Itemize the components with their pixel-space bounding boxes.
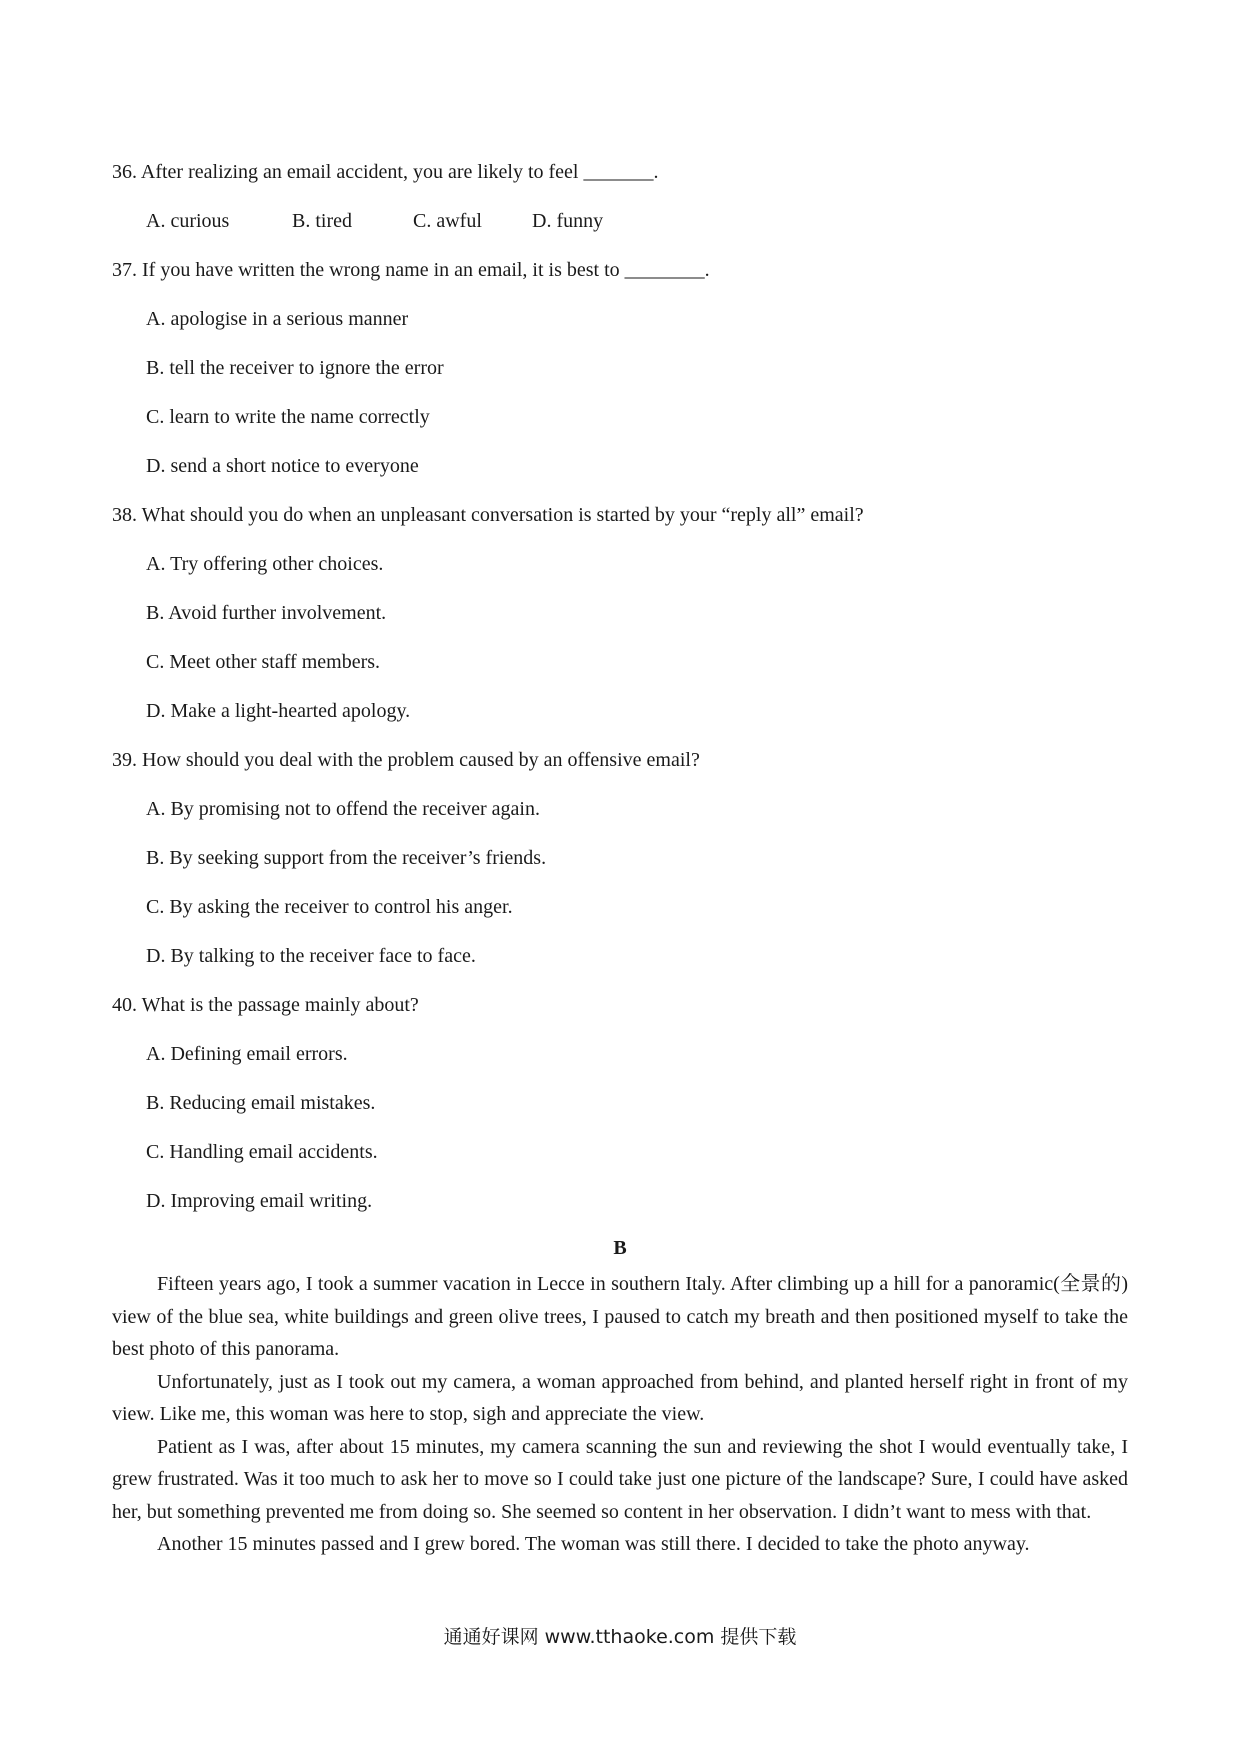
question-38-option-d: D. Make a light-hearted apology.	[146, 700, 411, 722]
reading-passage-b	[112, 1268, 1128, 1561]
question-39-option-b: B. By seeking support from the receiver’s friends.	[146, 847, 547, 869]
question-36-stem: 36. After realizing an email accident, you are likely to feel _______.	[112, 161, 659, 183]
question-37-option-d: D. send a short notice to everyone	[146, 455, 419, 477]
question-39-option-d: D. By talking to the receiver face to face.	[146, 945, 476, 967]
question-40-option-c: C. Handling email accidents.	[146, 1141, 378, 1163]
question-40-option-b: B. Reducing email mistakes.	[146, 1092, 376, 1114]
question-36-options	[146, 207, 1132, 235]
question-37-option-b: B. tell the receiver to ignore the error	[146, 357, 444, 379]
question-40-stem: 40. What is the passage mainly about?	[112, 994, 419, 1016]
question-37-stem: 37. If you have written the wrong name in an email, it is best to ________.	[112, 259, 710, 281]
page-footer: 通通好课网 www.tthaoke.com 提供下载	[443, 1626, 797, 1648]
question-36-option-b: B. tired	[292, 210, 352, 232]
question-36-option-d: D. funny	[532, 210, 604, 232]
question-38-stem: 38. What should you do when an unpleasant conversation is started by your “reply all” email?	[112, 504, 864, 526]
section-b-title: B	[613, 1237, 627, 1259]
question-37-option-a: A. apologise in a serious manner	[146, 308, 409, 330]
passage-paragraph-4: Another 15 minutes passed and I grew bored. The woman was still there. I decided to take the photo anyway.	[157, 1533, 1030, 1555]
question-38-option-c: C. Meet other staff members.	[146, 651, 381, 673]
question-39-stem: 39. How should you deal with the problem caused by an offensive email?	[112, 749, 700, 771]
question-36-option-a: A. curious	[146, 210, 230, 232]
question-36-option-c: C. awful	[413, 210, 482, 232]
question-38-option-b: B. Avoid further involvement.	[146, 602, 387, 624]
question-39-option-c: C. By asking the receiver to control his anger.	[146, 896, 513, 918]
question-38-option-a: A. Try offering other choices.	[146, 553, 384, 575]
question-40-option-a: A. Defining email errors.	[146, 1043, 348, 1065]
question-list	[112, 158, 1132, 1236]
question-39-option-a: A. By promising not to offend the receiver again.	[146, 798, 540, 820]
question-40-option-d: D. Improving email writing.	[146, 1190, 373, 1212]
passage-paragraph-1: Fifteen years ago, I took a summer vacation in Lecce in southern Italy. After climbing up a hill for a panoramic(全景的) view of the blue sea, white buildings and green olive trees, I paused to catch my breath and then positioned myself to take the best photo of this panorama.	[112, 1273, 1128, 1360]
question-37-option-c: C. learn to write the name correctly	[146, 406, 430, 428]
passage-paragraph-3: Patient as I was, after about 15 minutes, my camera scanning the sun and reviewing the shot I would eventually take, I grew frustrated. Was it too much to ask her to move so I could take just one picture of the landscape? Sure, I could have asked her, but something prevented me from doing so. She seemed so content in her observation. I didn’t want to mess with that.	[112, 1435, 1128, 1523]
passage-paragraph-2: Unfortunately, just as I took out my camera, a woman approached from behind, and planted herself right in front of my view. Like me, this woman was here to stop, sigh and appreciate the view.	[112, 1370, 1128, 1425]
